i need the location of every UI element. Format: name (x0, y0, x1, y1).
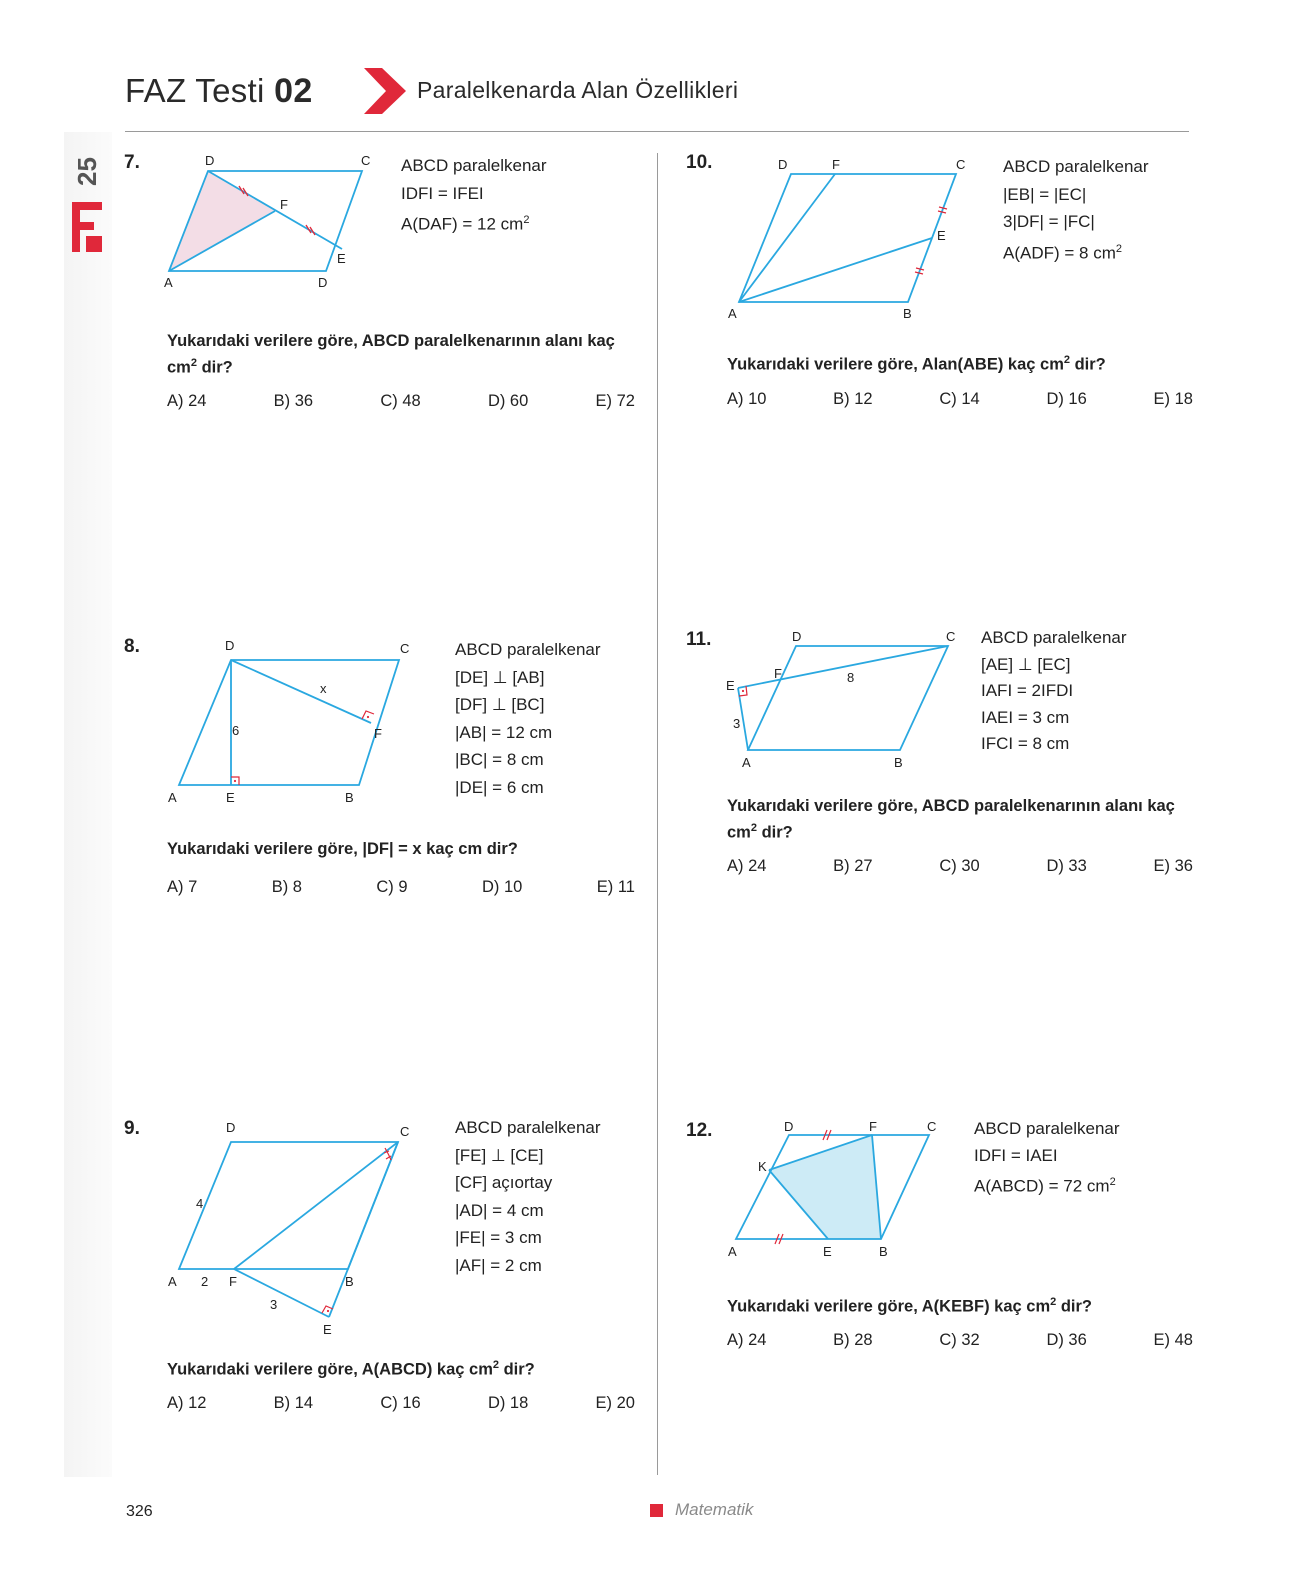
q8-label-x: x (320, 681, 327, 696)
q8-label-E: E (226, 790, 235, 805)
question-12-number: 12. (686, 1120, 713, 1141)
q7-label-A: A (164, 275, 173, 290)
question-12-given: ABCD paralelkenar IDFI = IAEI A(ABCD) = 72 $cm^2$ (974, 1119, 1120, 1196)
question-8-number: 8. (124, 636, 140, 657)
question-9-figure (160, 1115, 420, 1340)
side-number-text: 25 (72, 157, 102, 186)
question-11-figure (724, 625, 974, 775)
q7-label-F: F (280, 197, 288, 212)
question-11-number: 11. (686, 629, 712, 650)
q11-label-D: D (792, 629, 802, 644)
q9-label-4: 4 (196, 1196, 204, 1211)
choice-a[interactable]: A) 24 (727, 1331, 767, 1349)
choice-e[interactable]: E) 18 (1153, 390, 1193, 408)
test-number: 02 (274, 72, 313, 110)
header-divider (125, 131, 1189, 132)
choice-c[interactable]: C) 30 (939, 857, 980, 875)
choice-a[interactable]: A) 10 (727, 390, 767, 408)
q12-label-F: F (869, 1119, 877, 1134)
q9-label-B: B (345, 1274, 354, 1289)
subject-marker-icon (650, 1504, 663, 1517)
test-subtitle: Paralelkenarda Alan Özellikleri (417, 77, 739, 103)
q11-label-F: F (774, 666, 782, 681)
choice-b[interactable]: B) 27 (833, 857, 873, 875)
q11-label-8: 8 (847, 670, 855, 685)
question-11-prompt: Yukarıdaki verilere göre, ABCD paralelkenarının alanı kaç $cm^2$ dir? (727, 797, 1175, 842)
question-7-prompt: Yukarıdaki verilere göre, ABCD paralelkenarının alanı kaç $cm^2$ dir? (167, 332, 615, 377)
choice-a[interactable]: A) 24 (727, 857, 767, 875)
q7-label-E: E (337, 251, 346, 266)
q10-label-F: F (832, 157, 840, 172)
choice-d[interactable]: D) 18 (487, 1394, 529, 1412)
choice-d[interactable]: D) 33 (1046, 857, 1087, 875)
question-8-prompt: Yukarıdaki verilere göre, |DF| = x kaç cm dir? (167, 840, 518, 858)
question-10-given: ABCD paralelkenar |EB| = |EC| 3|DF| = |FC| A(ADF) = 8 $cm^2$ (1003, 157, 1149, 263)
q8-label-C: C (400, 641, 410, 656)
q8-label-6: 6 (232, 723, 240, 738)
q9-label-C: C (400, 1124, 410, 1139)
question-9-given: ABCD paralelkenar [FE] ⊥ [CE] [CF] açıortay |AD| = 4 cm |FE| = 3 cm |AF| = 2 cm (455, 1118, 601, 1275)
faz-logo (72, 200, 104, 254)
question-9-choices (167, 1394, 635, 1413)
q9-label-A: A (168, 1274, 177, 1289)
q12-label-B: B (879, 1244, 888, 1259)
choice-e[interactable]: E) 11 (596, 878, 635, 896)
q9-label-2: 2 (201, 1274, 209, 1289)
choice-a[interactable]: A) 7 (167, 878, 198, 896)
choice-e[interactable]: E) 20 (595, 1394, 635, 1412)
question-11-given: ABCD paralelkenar [AE] ⊥ [EC] IAFI = 2IFDI IAEI = 3 cm IFCI = 8 cm (981, 628, 1127, 753)
q7-label-D-bottom: D (318, 275, 328, 290)
q8-label-F: F (374, 726, 382, 741)
choice-c[interactable]: C) 9 (376, 878, 408, 896)
q11-label-E: E (726, 678, 735, 693)
question-7-number: 7. (124, 152, 140, 173)
choice-a[interactable]: A) 12 (167, 1394, 207, 1412)
q7-label-C: C (361, 153, 371, 168)
question-8-figure (160, 635, 420, 810)
q8-label-B: B (345, 790, 354, 805)
choice-b[interactable]: B) 8 (271, 878, 302, 896)
question-10-prompt: Yukarıdaki verilere göre, Alan(ABE) kaç $cm^2$ dir? (727, 354, 1106, 374)
question-8-choices (167, 878, 635, 897)
q9-label-3: 3 (270, 1297, 278, 1312)
question-11-choices (727, 857, 1193, 876)
choice-b[interactable]: B) 28 (833, 1331, 873, 1349)
question-8-given: ABCD paralelkenar [DE] ⊥ [AB] [DF] ⊥ [BC] |AB| = 12 cm |BC| = 8 cm |DE| = 6 cm (455, 640, 601, 797)
q11-label-C: C (946, 629, 956, 644)
q9-label-F: F (229, 1274, 237, 1289)
choice-e[interactable]: E) 72 (595, 392, 635, 410)
question-7-choices (167, 392, 635, 411)
choice-c[interactable]: C) 32 (939, 1331, 980, 1349)
question-12-prompt: Yukarıdaki verilere göre, A(KEBF) kaç $cm^2$ dir? (727, 1296, 1092, 1316)
side-strip (64, 132, 112, 1477)
q8-label-D: D (225, 638, 235, 653)
question-9-number: 9. (124, 1118, 140, 1139)
chevron-right-icon (364, 68, 406, 114)
q12-label-K: K (758, 1159, 767, 1174)
question-9-prompt: Yukarıdaki verilere göre, A(ABCD) kaç $cm^2$ dir? (167, 1359, 535, 1379)
choice-d[interactable]: D) 60 (487, 392, 529, 410)
q11-label-3: 3 (733, 716, 741, 731)
choice-d[interactable]: D) 10 (481, 878, 523, 896)
q10-label-D: D (778, 157, 788, 172)
choice-e[interactable]: E) 36 (1153, 857, 1193, 875)
choice-a[interactable]: A) 24 (167, 392, 207, 410)
choice-c[interactable]: C) 14 (939, 390, 980, 408)
question-10-number: 10. (686, 152, 713, 173)
question-12-choices (727, 1331, 1193, 1350)
q10-label-B: B (903, 306, 912, 321)
test-title-prefix: FAZ Testi (125, 72, 265, 109)
q12-label-A: A (728, 1244, 737, 1259)
choice-d[interactable]: D) 36 (1046, 1331, 1087, 1349)
choice-b[interactable]: B) 12 (833, 390, 873, 408)
q7-label-D-top: D (205, 153, 215, 168)
q12-label-D: D (784, 1119, 794, 1134)
choice-c[interactable]: C) 16 (380, 1394, 421, 1412)
question-7-figure (160, 150, 380, 300)
choice-b[interactable]: B) 36 (273, 392, 314, 410)
choice-d[interactable]: D) 16 (1046, 390, 1087, 408)
question-10-figure (728, 150, 978, 325)
choice-c[interactable]: C) 48 (380, 392, 421, 410)
q10-label-A: A (728, 306, 737, 321)
choice-e[interactable]: E) 48 (1153, 1331, 1193, 1349)
test-title (125, 72, 313, 111)
q11-label-B: B (894, 755, 903, 770)
question-10-choices (727, 390, 1193, 409)
q10-label-E: E (937, 228, 946, 243)
q8-label-A: A (168, 790, 177, 805)
choice-b[interactable]: B) 14 (273, 1394, 314, 1412)
q9-label-E: E (323, 1322, 332, 1337)
question-7-given: ABCD paralelkenar IDFI = IFEI A(DAF) = 12 $cm^2$ (401, 156, 547, 234)
q10-label-C: C (956, 157, 966, 172)
column-divider (657, 153, 658, 1475)
q12-label-E: E (823, 1244, 832, 1259)
q11-label-A: A (742, 755, 751, 770)
subject-label: Matematik (675, 1500, 754, 1519)
q9-label-D: D (226, 1120, 236, 1135)
side-page-number (70, 148, 106, 188)
question-12-figure (728, 1114, 948, 1264)
q12-label-C: C (927, 1119, 937, 1134)
page-number: 326 (126, 1503, 153, 1520)
